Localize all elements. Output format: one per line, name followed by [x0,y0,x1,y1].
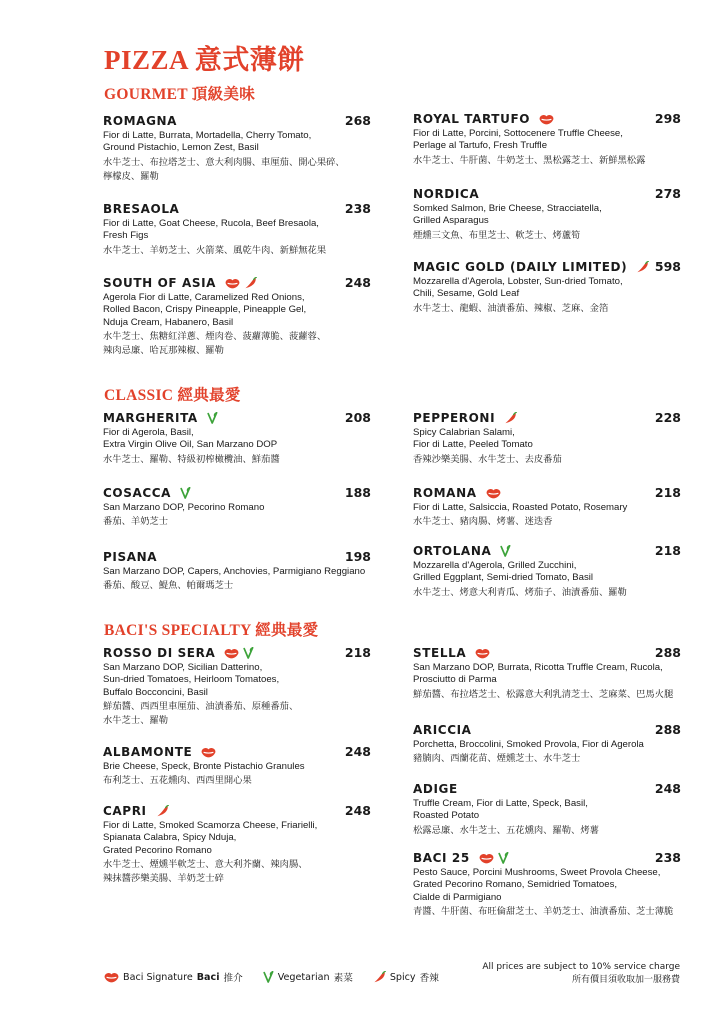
item-name: SOUTH OF ASIA [103,276,217,290]
item-chinese-line: 辣肉忌廉、哈瓦那辣椒、羅勒 [103,345,224,357]
item-description-line: Prosciutto di Parma [413,674,497,686]
item-description-line: San Marzano DOP, Pecorino Romano [103,502,265,513]
vegetarian-icon [207,412,218,424]
item-description-line: Agerola Fior di Latte, Caramelized Red Onions, [103,292,305,303]
item-name: ADIGE [413,782,458,796]
menu-item [413,259,681,316]
item-chinese-line: 布利芝士、五花燻肉、西西里開心果 [103,775,252,787]
item-description-line: Grated Pecorino Romano, Semidried Tomatoes, [413,879,618,891]
item-description-line: Roasted Potato [413,810,480,822]
item-price: 248 [344,275,371,290]
menu-item [413,111,681,168]
menu-item [103,410,371,467]
vegetarian-icon [498,852,509,864]
item-price: 248 [654,781,681,796]
menu-item [413,543,681,600]
item-description-line: Nduja Cream, Habanero, Basil [103,316,234,328]
item-chinese-line: 水牛芝士、羅勒、特級初榨橄欖油、鮮茄醬 [103,453,280,465]
item-description-line: Extra Virgin Olive Oil, San Marzano DOP [103,439,278,451]
item-description-line: Fior di Latte, Smoked Scamorza Cheese, Friarielli, [103,820,318,831]
menu-item [103,803,371,886]
item-name: ROMANA [413,486,477,500]
item-price: 598 [654,259,681,274]
item-description-line: Perlage al Tartufo, Fresh Truffle [413,140,548,152]
item-description-line: Pesto Sauce, Porcini Mushrooms, Sweet Provola Cheese, [413,867,661,878]
item-chinese-line: 鮮茄醬、西西里車厘茄、油漬番茄、原種番茄、 [103,701,299,713]
legend [104,970,443,984]
legend-baci-bold: Baci [196,971,220,983]
item-description-line: Spianata Calabra, Spicy Nduja, [103,832,237,844]
spicy-icon [156,805,169,817]
menu-item [103,645,371,728]
item-price: 288 [654,645,681,660]
item-name: PISANA [103,550,158,564]
spicy-icon [373,971,386,983]
item-name: ALBAMONTE [103,745,193,759]
baci-signature-icon [475,648,490,659]
item-description-line: San Marzano DOP, Capers, Anchovies, Parmigiano Reggiano [103,566,366,577]
baci-signature-icon [224,648,239,659]
item-description-line: Fior di Latte, Salsiccia, Roasted Potato, Rosemary [413,502,628,513]
item-description-line: Fior di Latte, Goat Cheese, Rucola, Beef Bresaola, [103,218,319,229]
item-description-line: Porchetta, Broccolini, Smoked Provola, Fior di Agerola [413,739,644,750]
menu-item [103,275,371,358]
section-gourmet: GOURMET 頂級美味 [104,86,256,103]
item-description-line: Ground Pistachio, Lemon Zest, Basil [103,142,259,154]
baci-signature-icon [201,747,216,758]
menu-item [413,645,681,702]
item-name: ROMAGNA [103,114,178,128]
item-description-line: Fior di Latte, Burrata, Mortadella, Cherry Tomato, [103,130,312,141]
item-name: ORTOLANA [413,544,492,558]
service-charge-note [482,961,680,987]
item-chinese-line: 水牛芝士、焦糖紅洋蔥、煙肉卷、菠蘿薄脆、菠蘿蓉、 [103,331,327,343]
item-description-line: Fior di Latte, Peeled Tomato [413,439,533,451]
item-description-line: Buffalo Bocconcini, Basil [103,686,208,698]
item-price: 198 [344,549,371,564]
item-name: PEPPERONI [413,411,496,425]
spicy-icon [504,412,517,424]
item-name: ROSSO DI SERA [103,646,216,660]
item-price: 298 [654,111,681,126]
menu-item [413,186,681,243]
menu-item [413,850,681,919]
item-description-line: Fior di Agerola, Basil, [103,427,194,438]
item-chinese-line: 辣抹醬莎樂美腸、羊奶芝士碎 [103,873,224,885]
section-specialty: BACI'S SPECIALTY 經典最愛 [104,622,319,639]
item-chinese-line: 水牛芝士、豬肉腸、烤薯、迷迭香 [413,516,553,528]
item-name: CAPRI [103,804,147,818]
item-description-line: Truffle Cream, Fior di Latte, Speck, Basil, [413,798,588,809]
item-price: 218 [654,543,681,558]
baci-signature-icon [225,278,240,289]
item-description-line: Mozzarella d'Agerola, Lobster, Sun-dried Tomato, [413,276,623,287]
legend-baci-label: Baci Signature [123,971,193,983]
item-price: 218 [654,485,681,500]
item-chinese-line: 松露忌廉、水牛芝士、五花燻肉、羅勒、烤薯 [413,824,599,836]
item-price: 278 [654,186,681,201]
item-description-line: Somked Salmon, Brie Cheese, Stracciatella, [413,203,602,214]
item-chinese-line: 番茄、羊奶芝士 [103,516,169,528]
item-chinese-line: 檸檬皮、羅勒 [103,170,159,182]
item-description-line: Chili, Sesame, Gold Leaf [413,288,520,300]
item-price: 268 [344,113,371,128]
item-chinese-line: 水牛芝士、煙燻半軟芝士、意大利芥蘭、辣肉腸、 [103,859,308,871]
baci-signature-icon [486,488,501,499]
menu-item [413,410,681,467]
menu-item [103,113,371,184]
menu-item [103,549,371,593]
item-name: MAGIC GOLD (DAILY LIMITED) [413,260,628,274]
item-name: BRESAOLA [103,202,180,216]
item-chinese-line: 鮮茄醬、布拉塔芝士、松露意大利乳清芝士、芝麻菜、巴馬火腿 [413,688,674,700]
item-description-line: Fresh Figs [103,230,149,242]
item-chinese-line: 水牛芝士、烤意大利青瓜、烤茄子、油漬番茄、羅勒 [413,586,627,598]
item-chinese-line: 青醬、牛肝菌、布旺倫甜芝士、羊奶芝士、油漬番茄、芝士薄脆 [413,906,674,918]
service-charge-cn: 所有價目須收取加一服務費 [571,975,680,985]
menu-item [103,744,371,788]
item-chinese-line: 豬腩肉、西蘭花苗、煙燻芝士、水牛芝士 [413,753,581,765]
legend-veg-label: Vegetarian [277,971,330,983]
menu-item [413,781,681,838]
baci-signature-icon [104,972,119,983]
item-name: NORDICA [413,187,480,201]
item-price: 188 [344,485,371,500]
item-name: ARICCIA [413,723,472,737]
item-chinese-line: 水牛芝士、龍蝦、油漬番茄、辣椒、芝麻、金箔 [413,302,609,314]
item-chinese-line: 香辣沙樂美腸、水牛芝士、去皮番茄 [413,453,562,465]
menu-item [413,485,681,529]
vegetarian-icon [243,647,254,659]
legend-spicy-cn: 香辣 [419,973,439,984]
item-chinese-line: 番茄、酸豆、鯷魚、帕爾瑪芝士 [103,580,234,592]
item-price: 218 [344,645,371,660]
item-description-line: Sun-dried Tomatoes, Heirloom Tomatoes, [103,674,280,686]
item-description-line: San Marzano DOP, Sicilian Datterino, [103,662,263,673]
item-chinese-line: 煙燻三文魚、布里芝士、軟芝士、烤蘆筍 [413,229,581,241]
item-description-line: Rolled Bacon, Crispy Pineapple, Pineapple Gel, [103,304,307,316]
item-price: 248 [344,744,371,759]
item-description-line: Brie Cheese, Speck, Bronte Pistachio Granules [103,761,305,772]
section-classic: CLASSIC 經典最愛 [104,387,241,404]
item-price: 238 [654,850,681,865]
item-description-line: San Marzano DOP, Burrata, Ricotta Truffle Cream, Rucola, [413,662,663,673]
menu-item [103,485,371,529]
baci-signature-icon [479,853,494,864]
item-description-line: Grilled Asparagus [413,215,489,227]
item-price: 288 [654,722,681,737]
item-description-line: Grated Pecorino Romano [103,844,212,856]
spicy-icon [244,277,257,289]
menu-item [103,201,371,258]
item-price: 228 [654,410,681,425]
item-price: 208 [344,410,371,425]
item-name: MARGHERITA [103,411,198,425]
item-description-line: Mozzarella d'Agerola, Grilled Zucchini, [413,560,577,571]
item-chinese-line: 水牛芝士、牛肝菌、牛奶芝士、黑松露芝士、新鮮黑松露 [413,154,646,166]
legend-veg-cn: 素菜 [333,973,353,984]
legend-baci-cn: 推介 [223,973,243,984]
item-chinese-line: 水牛芝士、羊奶芝士、火箭菜、風乾牛肉、新鮮無花果 [103,244,327,256]
vegetarian-icon [180,487,191,499]
item-price: 248 [344,803,371,818]
item-price: 238 [344,201,371,216]
item-chinese-line: 水牛芝士、布拉塔芝士、意大利肉腸、車厘茄、開心果碎、 [103,156,345,168]
legend-spicy-label: Spicy [389,971,416,983]
item-description-line: Spicy Calabrian Salami, [413,427,515,438]
item-name: ROYAL TARTUFO [413,112,531,126]
item-description-line: Grilled Eggplant, Semi-dried Tomato, Basil [413,572,594,584]
spicy-icon [636,261,649,273]
item-name: BACI 25 [413,851,470,865]
vegetarian-icon [263,971,274,983]
vegetarian-icon [500,545,511,557]
service-charge-en: All prices are subject to 10% service charge [482,962,680,972]
item-chinese-line: 水牛芝士、羅勒 [103,715,169,727]
item-name: COSACCA [103,486,172,500]
item-description-line: Fior di Latte, Porcini, Sottocenere Truffle Cheese, [413,128,623,139]
menu-item [413,722,681,766]
baci-signature-icon [539,114,554,125]
page-title: PIZZA 意式薄餅 [104,45,305,75]
item-description-line: Cialde di Parmigiano [413,891,502,903]
item-name: STELLA [413,646,467,660]
